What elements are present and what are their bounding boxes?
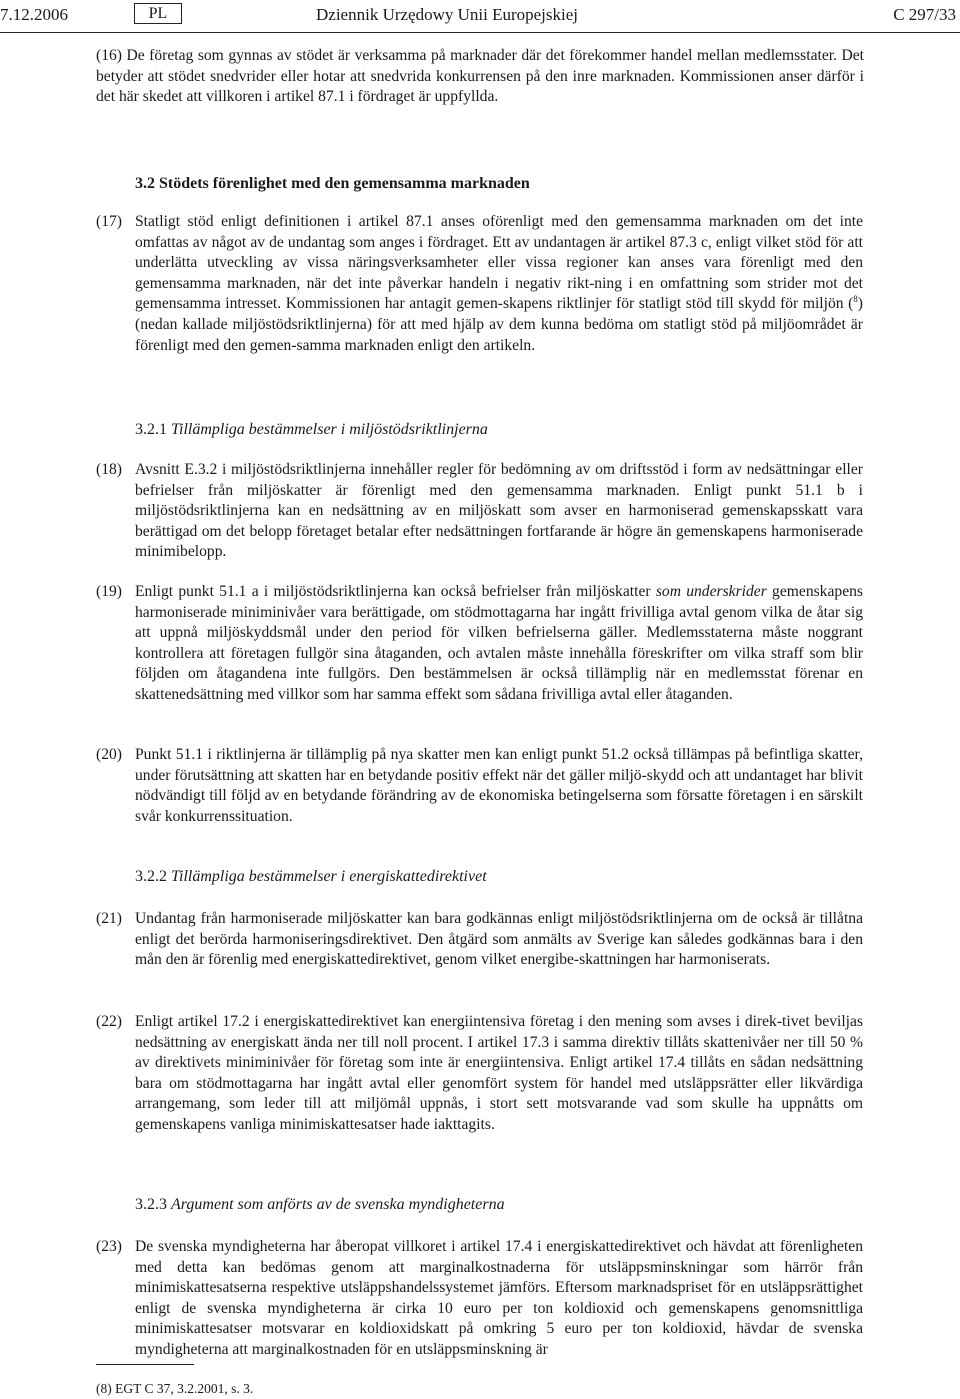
paragraph-text: Enligt punkt 51.1 a i miljöstödsriktlinjerna kan också befrielser från miljöskatter som underskrider gemenskapens harmoniserade miniminivåer vara berättigade, om stödmottagarna har ingått frivilliga avtal genom vilka de åtar sig att uppnå miljöskyddsmål under den period för vilken befrielserna gäller. Medlemsstaterna måste noggrant kontrollera att företagen fullgör sina åtaganden, och avtalen måste innehålla föreskrifter om vilka straff som blir följden om åtagandena inte fullgörs. Den bestämmelsen är också tillämplig när en medlemsstat förenar en skattenedsättning med villkor som har samma effekt som sådana frivilliga avtal eller åtaganden. — [135, 583, 863, 703]
footnote-ref[interactable]: 8 — [853, 294, 858, 305]
paragraph-text: Statligt stöd enligt definitionen i artikel 87.1 anses oförenligt med den gemensamma marknaden om det inte omfattas av något av de undantag som anges i fördraget. Ett av undantagen är artikel 87.3 c, enligt vilket stöd för att underlätta utveckling av vissa näringsverksamheter eller vissa regioner kan anses vara förenligt med den gemensamma marknaden, när det inte påverkar handeln i negativ rikt-ning i en omfattning som strider mot det gemensamma intresset. Kommissionen har antagit gemen-skapens riktlinjer för statligt stöd till skydd för miljön ($^8$) (nedan kallade miljöstödsriktlinjerna) för att med hjälp av dem kunna bedöma om statligt stöd på miljöområdet är förenligt med den gemen-samma marknaden enligt den artikeln. — [135, 213, 863, 354]
paragraph-text: De svenska myndigheterna har åberopat villkoret i artikel 17.4 i energiskattedirektivet och hävdat att förenligheten med detta kan bedömas genom att marginalkostnaderna för utsläppsminskningar som härrör från minimiskattesatserna respektive utsläppshandelssystemet jämförs. Eftersom marknadspriset för en utsläppsrättighet enligt de svenska myndigheterna är cirka 10 euro per ton koldioxid och gemenskapens genomsnittliga minimiskattesatser motsvarar en koldioxidskatt på omkring 5 euro per ton koldioxid, hävdar de svenska myndigheterna att marginalkostnaden för en utsläppsminskning är — [135, 1238, 863, 1358]
paragraph-number: (20) — [96, 746, 122, 763]
subsection-heading-3-2-2: 3.2.2 Tillämpliga bestämmelser i energiskattedirektivet — [135, 868, 487, 885]
paragraph-text: (16) De företag som gynnas av stödet är verksamma på marknader där det förekommer handel mellan medlemsstater. Det betyder att stödet snedvrider eller hotar att snedvrida konkurrensen på den inre marknaden. Kommissionen anser därför i det här skedet att villkoren i artikel 87.1 i fördraget är uppfyllda. — [96, 47, 864, 106]
header-page-number: C 297/33 — [893, 5, 956, 24]
paragraph-text: Punkt 51.1 i riktlinjerna är tillämplig på nya skatter men kan enligt punkt 51.2 också tillämpas på befintliga skatter, under förutsättning att skatten har en betydande positiv effekt när det gäller miljö-skydd och att undantaget har blivit nödvändigt till följd av en betydande förändring av de ekonomiska betingelserna som försatte företagen i en särskilt svår konkurrenssituation. — [135, 746, 863, 825]
paragraph-number: (18) — [96, 461, 122, 478]
header-rule — [0, 32, 960, 33]
header-journal-title: Dziennik Urzędowy Unii Europejskiej — [316, 5, 579, 24]
paragraph-text: Enligt artikel 17.2 i energiskattedirektivet kan energiintensiva företag i den mening som avses i direk-tivet beviljas nedsättning av energiskatt ända ner till noll procent. I artikel 17.3 i samma direktiv tillåts skattenivåer ner till 50 % av direktivets miniminivåer för företag som inte är energiintensiva. Enligt artikel 17.4 tillåts en sådan nedsättning bara om stödmottagarna har ingått avtal eller genomfört system för handel med utsläppsrätter eller likvärdiga arrangemang, som leder till att miljömål uppnås, i stort sett motsvarande vad som skulle ha uppnåtts om gemenskapens vanliga minimiskattesatser hade iakttagits. — [135, 1013, 863, 1133]
footnote-mark: (8) — [96, 1381, 112, 1396]
paragraph-text: Undantag från harmoniserade miljöskatter kan bara godkännas enligt miljöstödsriktlinjerna om de också är tillåtna enligt det berörda harmoniseringsdirektivet. Den åtgärd som anmälts av Sverige kan således godkännas bara i den mån den är förenlig med energiskattedirektivet, genom vilket energibe-skattningen har harmoniserats. — [135, 910, 863, 969]
footnote-text: EGT C 37, 3.2.2001, s. 3. — [115, 1381, 254, 1396]
paragraph-number: (23) — [96, 1238, 122, 1255]
paragraph-number: (17) — [96, 213, 122, 230]
paragraph-text: Avsnitt E.3.2 i miljöstödsriktlinjerna innehåller regler för bedömning av om driftsstöd i form av nedsättningar eller befrielser från miljöskatter är förenligt med den gemensamma marknaden. Enligt punkt 51.1 b i miljöstödsriktlinjerna kan en nedsättning av en miljöskatt som avser en harmoniserad gemenskapsskatt vara berättigad om det belopp företaget betalar efter nedsättningen fortfarande är högre än gemenskapens harmoniserade minimibelopp. — [135, 461, 863, 561]
header-date: 7.12.2006 — [0, 5, 68, 24]
footnote-rule — [96, 1364, 194, 1365]
paragraph-number: (22) — [96, 1013, 122, 1030]
paragraph-number: (21) — [96, 910, 122, 927]
subsection-heading-3-2-3: 3.2.3 Argument som anförts av de svenska myndigheterna — [135, 1196, 505, 1213]
paragraph-number: (19) — [96, 583, 122, 600]
section-heading-3-2: 3.2 Stödets förenlighet med den gemensamma marknaden — [135, 175, 530, 192]
footnote-8 — [96, 1381, 253, 1397]
subsection-heading-3-2-1: 3.2.1 Tillämpliga bestämmelser i miljöstödsriktlinjerna — [135, 421, 488, 438]
page-header — [0, 2, 960, 26]
header-language-box: PL — [134, 3, 182, 24]
